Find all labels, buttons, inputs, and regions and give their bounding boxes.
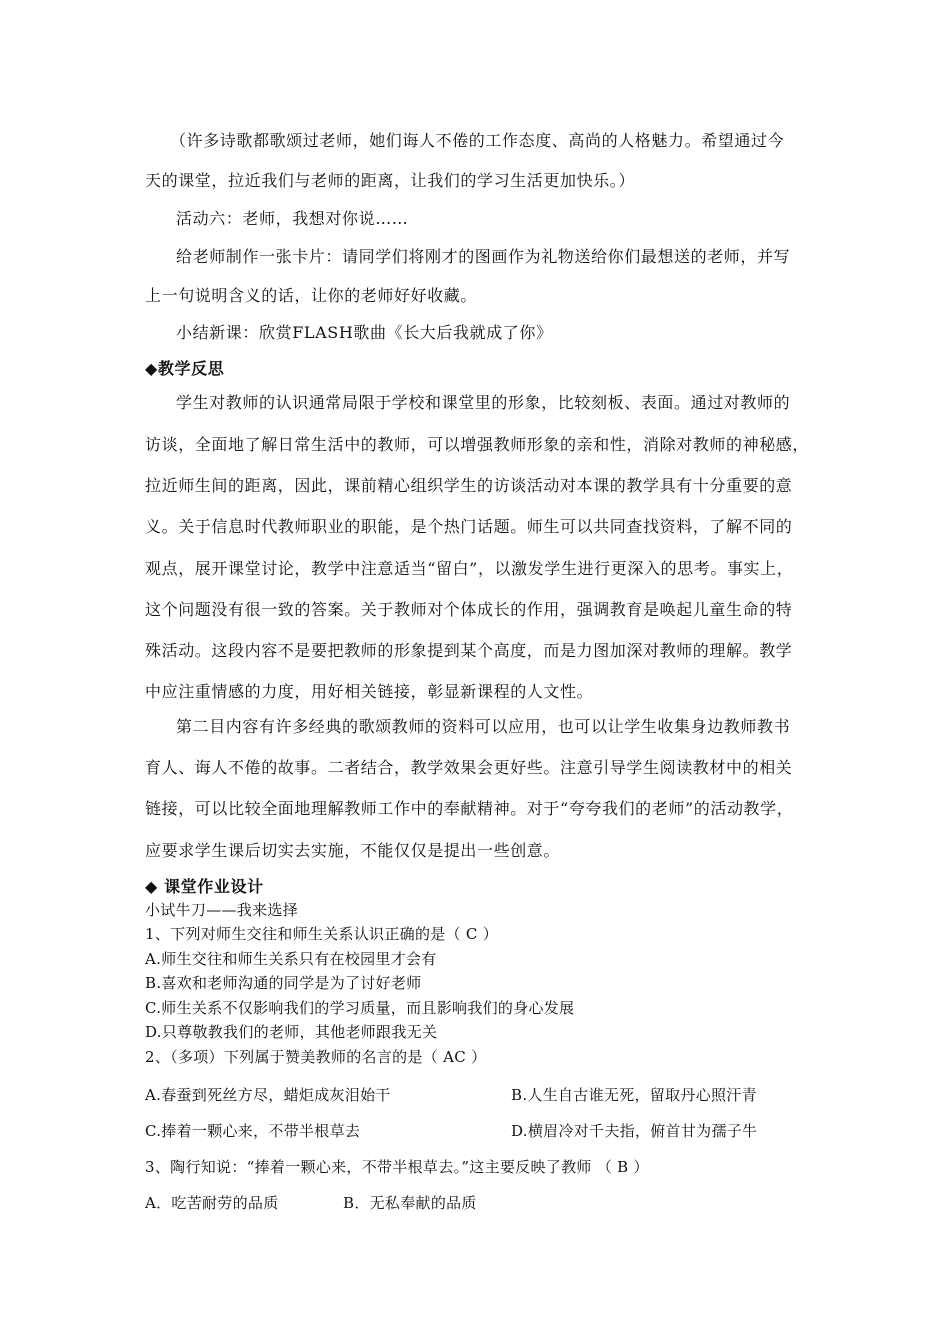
reflection-line: 链接，可以比较全面地理解教师工作中的奉献精神。对于“夸夸我们的老师”的活动教学， (145, 799, 794, 818)
reflection-line: 应要求学生课后切实去实施，不能仅仅是提出一些创意。 (145, 841, 561, 860)
paragraph-line: 天的课堂，拉近我们与老师的距离，让我们的学习生活更加快乐。） (145, 171, 636, 190)
question-option: A．吃苦耐劳的品质 (145, 1194, 279, 1212)
reflection-line: 这个问题没有很一致的答案。关于教师对个体成长的作用，强调教育是唤起儿童生命的特 (145, 600, 793, 619)
section-heading-homework: ◆ 课堂作业设计 (145, 877, 264, 896)
question-option: C.捧着一颗心来，不带半根草去 (145, 1122, 361, 1140)
paragraph-line: 给老师制作一张卡片：请同学们将刚才的图画作为礼物送给你们最想送的老师，并写 (176, 247, 791, 266)
reflection-line: 殊活动。这段内容不是要把教师的形象提到某个高度，而是力图加深对教师的理解。教学 (145, 641, 793, 660)
reflection-line: 中应注重情感的力度，用好相关链接，彰显新课程的人文性。 (145, 682, 594, 701)
question-option: A.春蚕到死丝方尽，蜡炬成灰泪始干 (145, 1086, 391, 1104)
question-option: B.喜欢和老师沟通的同学是为了讨好老师 (145, 974, 422, 992)
question-option: B．无私奉献的品质 (343, 1194, 477, 1212)
section-heading-reflection: ◆教学反思 (145, 359, 225, 378)
reflection-line: 拉近师生间的距离，因此，课前精心组织学生的访谈活动对本课的教学具有十分重要的意 (145, 476, 793, 495)
paragraph-line: （许多诗歌都歌颂过老师，她们诲人不倦的工作态度、高尚的人格魅力。希望通过今 (170, 131, 785, 150)
reflection-line: 观点，展开课堂讨论，教学中注意适当“留白”，以激发学生进行更深入的思考。事实上， (145, 559, 794, 578)
question-stem: 2、（多项）下列属于赞美教师的名言的是（ AC ） (145, 1048, 487, 1066)
question-option: D.横眉冷对千夫指，俯首甘为孺子牛 (511, 1122, 758, 1140)
reflection-line: 访谈，全面地了解日常生活中的教师，可以增强教师形象的亲和性，消除对教师的神秘感， (145, 435, 810, 454)
question-option: B.人生自古谁无死，留取丹心照汗青 (511, 1086, 757, 1104)
reflection-line: 学生对教师的认识通常局限于学校和课堂里的形象，比较刻板、表面。通过对教师的 (176, 393, 791, 412)
question-stem: 3、陶行知说：“捧着一颗心来，不带半根草去。”这主要反映了教师 （ B ） (145, 1158, 649, 1176)
question-option: A.师生交往和师生关系只有在校园里才会有 (145, 950, 437, 968)
question-option: C.师生关系不仅影响我们的学习质量，而且影响我们的身心发展 (145, 999, 575, 1017)
paragraph-line: 上一句说明含义的话，让你的老师好好收藏。 (145, 286, 478, 305)
reflection-line: 义。关于信息时代教师职业的职能，是个热门话题。师生可以共同查找资料，了解不同的 (145, 517, 793, 536)
homework-subheading: 小试牛刀——我来选择 (145, 901, 299, 919)
summary-line: 小结新课：欣赏FLASH歌曲《长大后我就成了你》 (176, 323, 553, 342)
activity-title: 活动六：老师，我想对你说…… (176, 209, 409, 228)
question-stem: 1、下列对师生交往和师生关系认识正确的是（ C ） (145, 925, 499, 943)
reflection-line: 第二目内容有许多经典的歌颂教师的资料可以应用，也可以让学生收集身边教师教书 (176, 717, 791, 736)
question-option: D.只尊敬教我们的老师，其他老师跟我无关 (145, 1023, 438, 1041)
reflection-line: 育人、诲人不倦的故事。二者结合，教学效果会更好些。注意引导学生阅读教材中的相关 (145, 758, 793, 777)
